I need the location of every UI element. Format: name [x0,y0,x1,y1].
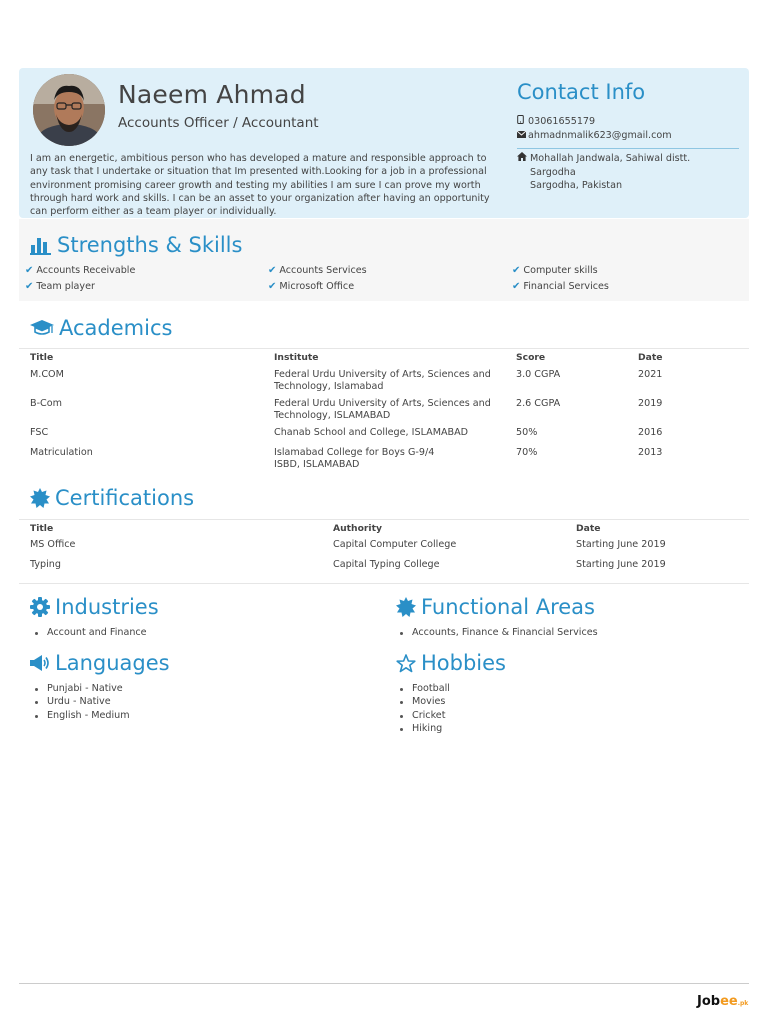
home-icon [517,152,527,166]
certifications-title-text: Certifications [55,486,195,510]
checkmark-icon: ✔ [512,265,521,276]
skill-label: Accounts Services [279,265,367,276]
logo-suffix: .pk [737,1000,749,1007]
academics-header-score: Score [516,352,546,363]
envelope-icon [517,131,526,141]
hobbies-title-text: Hobbies [421,651,506,675]
skill-label: Microsoft Office [279,281,355,292]
cert-header-date: Date [576,523,601,534]
checkmark-icon: ✔ [512,281,521,292]
contact-phone-text[interactable]: 03061655179 [528,116,596,127]
skill-label: Computer skills [523,265,598,276]
logo-main: Job [697,994,721,1009]
institute-line: Chanab School and College, ISLAMABAD [274,427,469,438]
cert-header-authority: Authority [333,523,382,534]
industries-title [30,595,159,619]
cert-cell-authority: Capital Computer College [333,539,457,550]
institute-line: Federal Urdu University of Arts, Sciences and [274,398,491,409]
academics-cell-institute [274,369,491,394]
academics-cell-date: 2016 [638,427,663,438]
languages-title-text: Languages [55,651,170,675]
graduation-cap-icon [30,319,54,337]
skills-section [19,219,749,301]
divider [19,519,749,520]
academics-cell-date: 2019 [638,398,663,409]
language-item: Punjabi - Native [47,683,123,694]
academics-cell-title: B-Com [30,398,62,409]
industry-item: Account and Finance [47,627,147,638]
institute-line: Technology, ISLAMABAD [274,410,391,422]
functional-areas-title [396,595,595,619]
languages-title [30,651,170,675]
cert-cell-date: Starting June 2019 [576,539,666,550]
star-outline-icon [396,654,416,673]
functional-area-item: Accounts, Finance & Financial Services [412,627,598,638]
industries-title-text: Industries [55,595,159,619]
academics-cell-title: FSC [30,427,49,438]
academics-cell-title: M.COM [30,369,64,380]
checkmark-icon: ✔ [25,265,34,276]
cert-cell-authority: Capital Typing College [333,559,440,570]
language-item: Urdu - Native [47,696,111,707]
academics-cell-score: 50% [516,427,538,438]
avatar [33,74,105,146]
cert-cell-date: Starting June 2019 [576,559,666,570]
skill-item [25,281,95,292]
cert-header-title: Title [30,523,54,534]
gear-icon [30,597,50,617]
skill-label: Financial Services [523,281,609,292]
candidate-name: Naeem Ahmad [118,80,306,109]
institute-line: Federal Urdu University of Arts, Sciences and [274,369,491,380]
academics-cell-institute [274,427,468,439]
academics-header-date: Date [638,352,663,363]
checkmark-icon: ✔ [25,281,34,292]
profile-summary: I am an energetic, ambitious person who has developed a mature and responsible approach to any task that I undertake or situation that Im presented with.Looking for a job in a professional environment promising career growth and testing my abilities I am sure I can prove my worth through hard work and skills. I can be an asset to your organization after having an opportunity can perform either as a team player or individually. [30,153,490,218]
academics-cell-score: 3.0 CGPA [516,369,561,380]
skill-label: Team player [36,281,95,292]
academics-cell-date: 2021 [638,369,663,380]
academics-cell-date: 2013 [638,447,663,458]
institute-line: Islamabad College for Boys G-9/4 [274,447,435,458]
address-line: Sargodha, Pakistan [530,180,623,191]
skill-item [268,265,367,276]
skills-title [30,233,242,257]
functional-areas-title-text: Functional Areas [421,595,595,619]
academics-cell-institute [274,398,491,423]
institute-line: Technology, Islamabad [274,381,384,393]
hobby-item: Hiking [412,723,443,734]
academics-cell-institute [274,447,434,472]
checkmark-icon: ✔ [268,281,277,292]
certifications-title [30,486,194,510]
skill-item [268,281,354,292]
institute-line: ISBD, ISLAMABAD [274,459,360,471]
profile-header [19,68,749,218]
academics-title [30,316,172,340]
candidate-role: Accounts Officer / Accountant [118,115,319,131]
contact-email-text[interactable]: ahmadnmalik623@gmail.com [528,130,672,141]
academics-header-title: Title [30,352,54,363]
cert-cell-title: MS Office [30,539,76,550]
divider [19,583,749,584]
hobby-item: Movies [412,696,446,707]
divider [19,348,749,349]
skill-item [512,265,598,276]
hobbies-title [396,651,506,675]
contact-phone [517,115,595,127]
skill-label: Accounts Receivable [36,265,136,276]
academics-cell-score: 70% [516,447,538,458]
skill-item [512,281,609,292]
avatar-photo [33,74,105,146]
jobee-logo[interactable] [697,994,748,1009]
bar-chart-icon [30,235,52,255]
footer-divider [19,983,749,984]
language-item: English - Medium [47,710,130,721]
academics-cell-title: Matriculation [30,447,93,458]
logo-accent: ee [720,994,738,1009]
academics-cell-score: 2.6 CGPA [516,398,561,409]
hobby-item: Cricket [412,710,446,721]
skill-item [25,265,135,276]
mobile-icon [517,115,526,127]
hobby-item: Football [412,683,450,694]
skills-title-text: Strengths & Skills [57,233,243,257]
contact-info-title: Contact Info [517,80,646,104]
academics-header-institute: Institute [274,352,319,363]
contact-email [517,130,672,141]
cert-cell-title: Typing [30,559,61,570]
certificate-icon [396,597,416,617]
contact-divider [517,148,739,149]
checkmark-icon: ✔ [268,265,277,276]
certificate-icon [30,488,50,508]
address-line: Sargodha [530,166,576,178]
address-line: Mohallah Jandwala, Sahiwal distt. [530,153,691,164]
contact-address [517,152,690,193]
megaphone-icon [30,654,50,672]
academics-title-text: Academics [59,316,173,340]
